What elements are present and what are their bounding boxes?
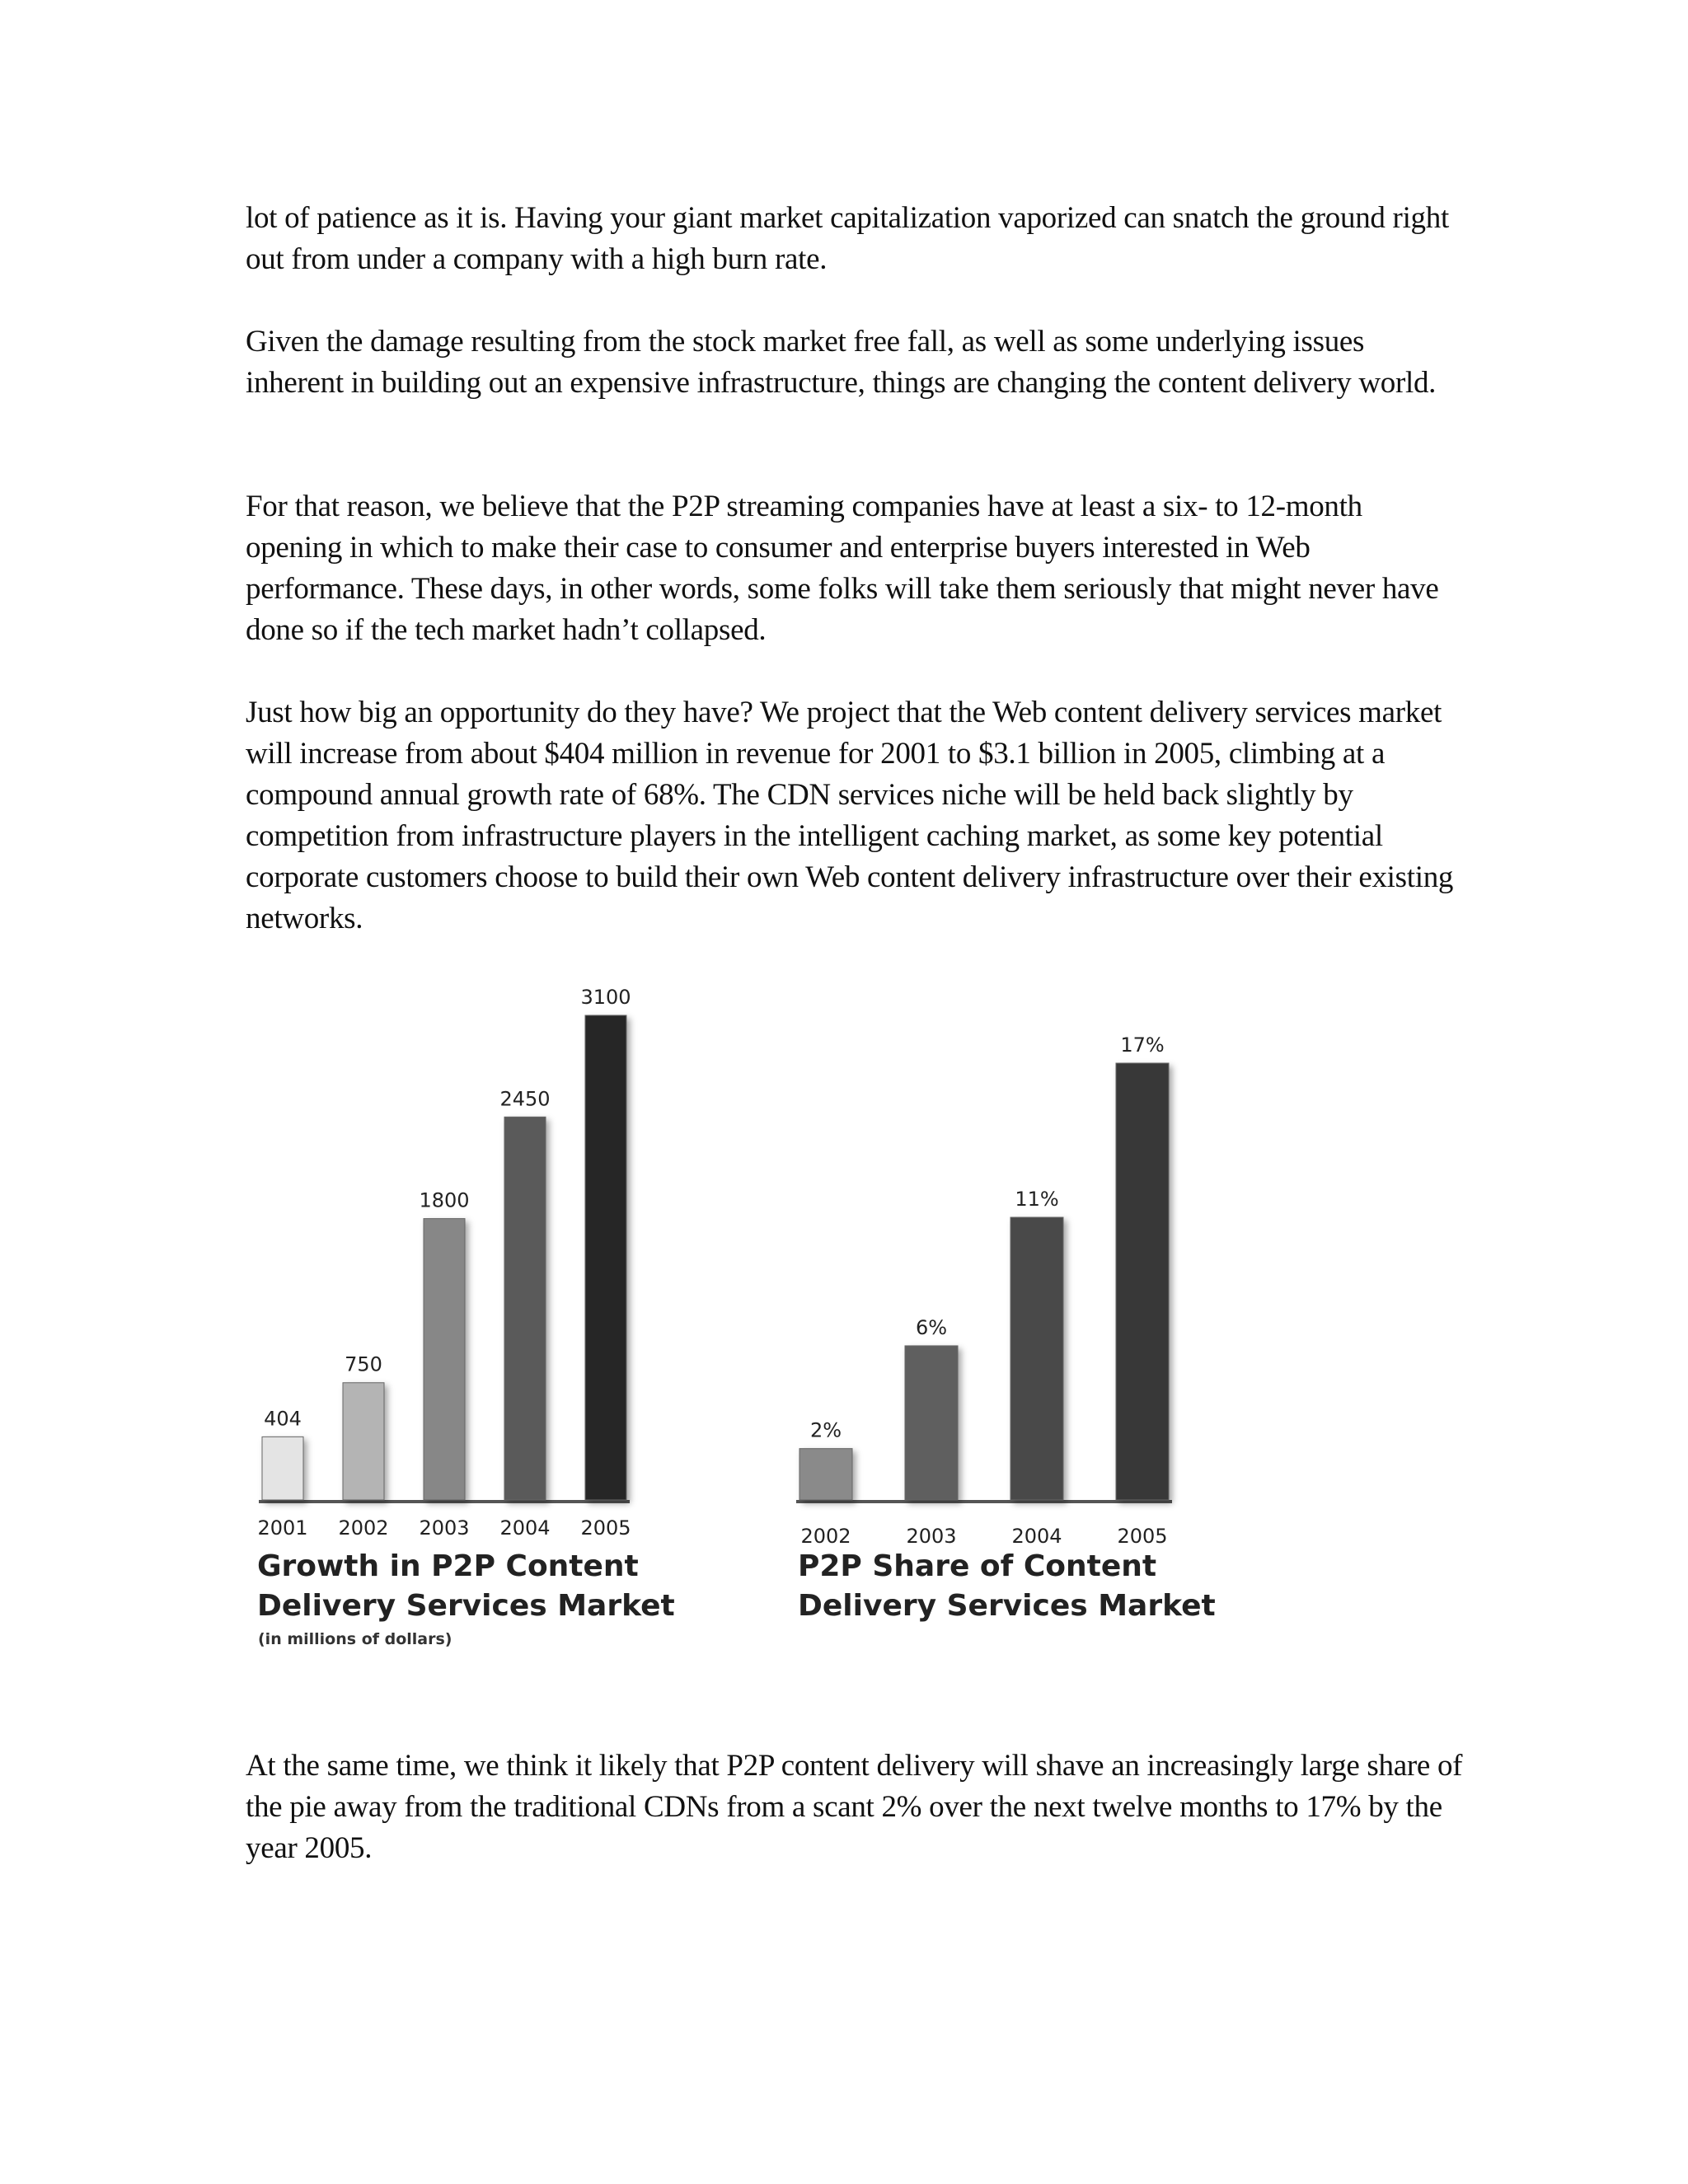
value-label-2003: 1800 xyxy=(419,1188,470,1212)
body-paragraph-4: Just how big an opportunity do they have? We project that the Web content delivery services market will increase from about $404 million in revenue for 2001 to $3.1 billion in 2005, climbing at a compound annual growth rate of 68%. The CDN services niche will be held back slightly by competition from infrastructure players in the intelligent caching market, as some key potential corporate customers choose to build their own Web content delivery infrastructure over their existing networks. xyxy=(246,696,1454,935)
tick-label-2002: 2002 xyxy=(800,1525,851,1548)
tick-label-2004: 2004 xyxy=(499,1516,551,1540)
tick-label-2005: 2005 xyxy=(580,1516,631,1540)
bar-2003 xyxy=(424,1219,465,1500)
tick-label-2003: 2003 xyxy=(906,1525,957,1548)
body-paragraph-1: lot of patience as it is. Having your giant market capitalization vaporized can snatch the ground right out from under a company with a high burn rate. xyxy=(246,201,1449,276)
bar-2004 xyxy=(1010,1217,1063,1500)
value-label-2002: 750 xyxy=(345,1352,382,1376)
bar-2002 xyxy=(343,1383,384,1500)
growth-chart-subtitle: (in millions of dollars) xyxy=(258,1630,452,1648)
chart-baseline xyxy=(259,1500,630,1503)
bar-2002 xyxy=(799,1449,852,1500)
growth-bar-chart xyxy=(239,981,668,1541)
bar-2005 xyxy=(1116,1063,1169,1500)
tick-label-2001: 2001 xyxy=(257,1516,308,1540)
value-label-2001: 404 xyxy=(264,1407,302,1431)
body-paragraph-2: Given the damage resulting from the stock market free fall, as well as some underlying issues inherent in building out an expensive infrastructure, things are changing the content delivery world. xyxy=(246,325,1437,400)
value-label-2004: 2450 xyxy=(499,1087,551,1111)
bar-2005 xyxy=(585,1015,626,1500)
bar-2001 xyxy=(262,1436,303,1500)
bar-2004 xyxy=(504,1117,546,1500)
value-label-2003: 6% xyxy=(915,1315,948,1339)
value-label-2005: 3100 xyxy=(580,986,631,1009)
chart-baseline xyxy=(796,1500,1172,1503)
body-paragraph-5: At the same time, we think it likely that P2P content delivery will shave an increasingly large share of the pie away from the traditional CDNs from a scant 2% over the next twelve months to 17% by the year 2005. xyxy=(246,1749,1463,1865)
value-label-2005: 17% xyxy=(1120,1033,1165,1057)
value-label-2002: 2% xyxy=(809,1418,842,1442)
tick-label-2005: 2005 xyxy=(1117,1525,1168,1548)
body-paragraph-3: For that reason, we believe that the P2P streaming companies have at least a six- to 12-month opening in which to make their case to consumer and enterprise buyers interested in Web performance. These days, in other words, some folks will take them seriously that might never have done so if the tech market hadn’t collapsed. xyxy=(246,490,1439,647)
tick-label-2003: 2003 xyxy=(419,1516,470,1540)
tick-label-2004: 2004 xyxy=(1011,1525,1062,1548)
growth-chart-title: Growth in P2P Content Delivery Services Market xyxy=(257,1549,675,1623)
value-label-2004: 11% xyxy=(1015,1188,1059,1212)
share-bar-chart xyxy=(775,981,1203,1548)
tick-label-2002: 2002 xyxy=(338,1516,389,1540)
share-chart-title: P2P Share of Content Delivery Services Market xyxy=(798,1549,1216,1623)
bar-2003 xyxy=(905,1346,958,1500)
